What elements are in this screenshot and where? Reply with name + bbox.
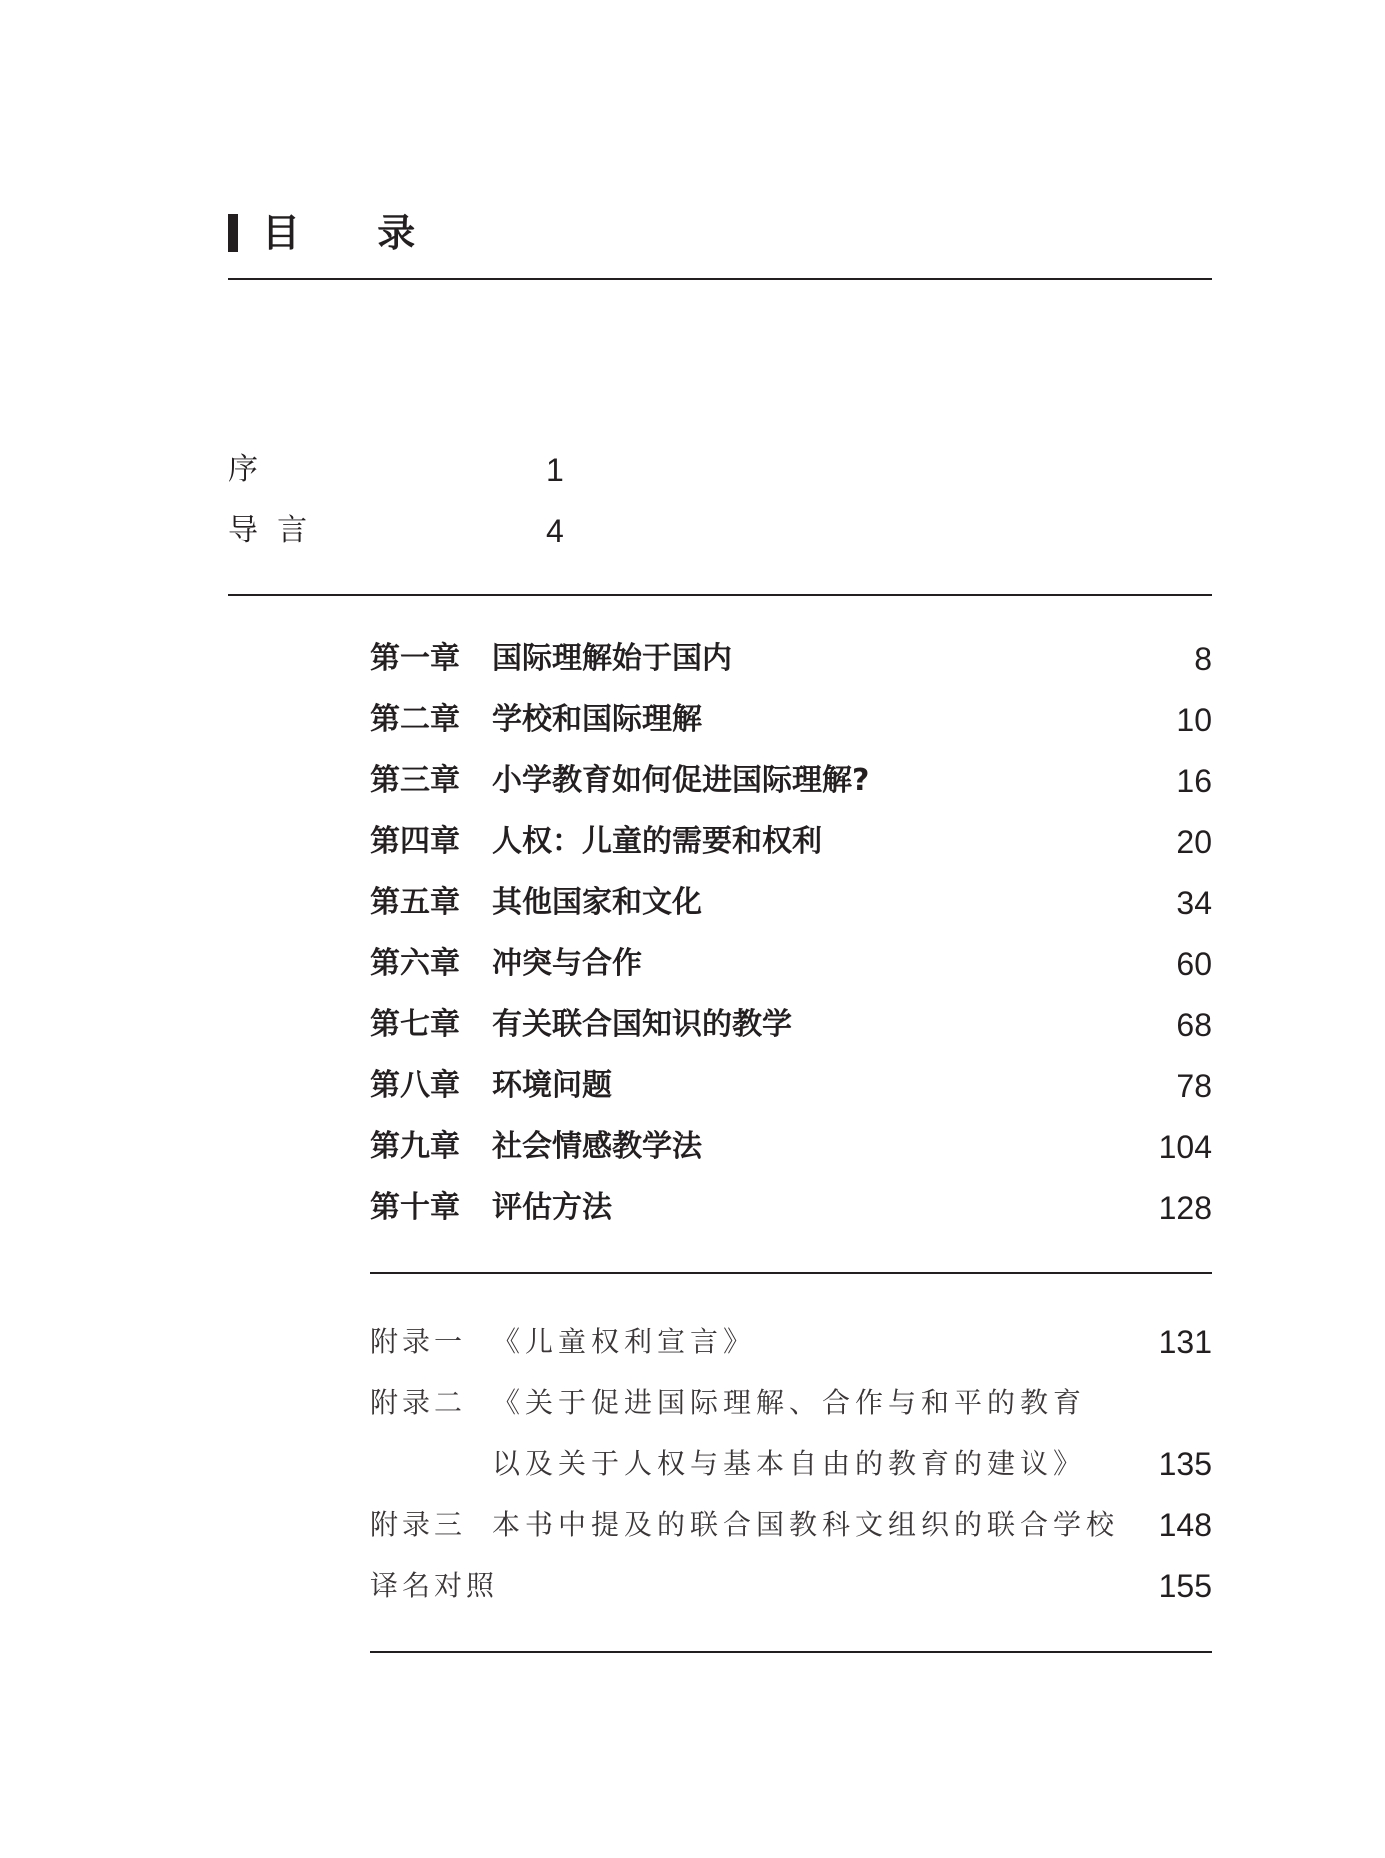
chapter-entry bbox=[370, 820, 1212, 864]
appendix-entry bbox=[370, 1381, 1212, 1425]
chapter-page: 10 bbox=[1176, 702, 1212, 738]
chapter-entry bbox=[370, 942, 1212, 986]
chapter-page: 16 bbox=[1176, 763, 1212, 799]
front-matter-page: 4 bbox=[546, 513, 564, 549]
heading-bar-marker bbox=[228, 214, 238, 252]
chapter-number: 第一章 bbox=[370, 641, 460, 676]
chapter-number: 第二章 bbox=[370, 702, 460, 737]
appendix-title: 本书中提及的联合国教科文组织的联合学校 bbox=[492, 1508, 1120, 1541]
chapter-entry bbox=[370, 1186, 1212, 1230]
chapter-entry bbox=[370, 1064, 1212, 1108]
chapter-entry bbox=[370, 637, 1212, 681]
toc-heading bbox=[228, 210, 447, 256]
chapter-title: 学校和国际理解 bbox=[492, 702, 702, 737]
chapter-number: 第四章 bbox=[370, 824, 460, 859]
chapters-divider bbox=[370, 1272, 1212, 1274]
front-matter-divider bbox=[228, 594, 1212, 596]
appendix-entry bbox=[370, 1564, 1212, 1608]
chapter-number: 第七章 bbox=[370, 1007, 460, 1042]
chapter-title: 评估方法 bbox=[492, 1190, 612, 1225]
chapter-page: 8 bbox=[1194, 641, 1212, 677]
chapter-page: 68 bbox=[1176, 1007, 1212, 1043]
appendix-label: 附录一 bbox=[370, 1325, 467, 1358]
chapter-page: 78 bbox=[1176, 1068, 1212, 1104]
appendix-entry bbox=[370, 1503, 1212, 1547]
appendix-page: 155 bbox=[1158, 1568, 1212, 1604]
chapter-title: 社会情感教学法 bbox=[492, 1129, 702, 1164]
chapter-entry bbox=[370, 759, 1212, 803]
chapter-title: 有关联合国知识的教学 bbox=[492, 1007, 792, 1042]
appendix-title: 以及关于人权与基本自由的教育的建议》 bbox=[492, 1447, 1087, 1480]
chapter-title: 其他国家和文化 bbox=[492, 885, 702, 920]
chapter-entry bbox=[370, 881, 1212, 925]
appendices-divider bbox=[370, 1651, 1212, 1653]
appendix-label: 附录二 bbox=[370, 1386, 467, 1419]
chapter-title: 小学教育如何促进国际理解? bbox=[492, 763, 870, 798]
chapter-page: 128 bbox=[1158, 1190, 1212, 1226]
chapter-entry bbox=[370, 1125, 1212, 1169]
chapter-page: 20 bbox=[1176, 824, 1212, 860]
front-matter-label: 序 bbox=[228, 452, 258, 487]
chapter-title: 国际理解始于国内 bbox=[492, 641, 732, 676]
appendix-label: 附录三 bbox=[370, 1508, 467, 1541]
appendix-title: 《儿童权利宣言》 bbox=[492, 1325, 757, 1358]
page-title: 目 录 bbox=[262, 211, 448, 255]
chapter-title: 冲突与合作 bbox=[492, 946, 642, 981]
appendix-title: 《关于促进国际理解、合作与和平的教育 bbox=[492, 1386, 1087, 1419]
chapter-entry bbox=[370, 698, 1212, 742]
chapter-number: 第十章 bbox=[370, 1190, 460, 1225]
chapter-page: 34 bbox=[1176, 885, 1212, 921]
chapter-number: 第九章 bbox=[370, 1129, 460, 1164]
front-matter-label: 导 言 bbox=[228, 513, 308, 548]
appendix-entry-continued bbox=[370, 1442, 1212, 1486]
chapter-number: 第三章 bbox=[370, 763, 460, 798]
chapter-title: 人权：儿童的需要和权利 bbox=[492, 824, 822, 859]
chapter-number: 第八章 bbox=[370, 1068, 460, 1103]
appendix-page: 148 bbox=[1158, 1507, 1212, 1543]
title-divider bbox=[228, 278, 1212, 280]
chapter-entry bbox=[370, 1003, 1212, 1047]
front-matter-page: 1 bbox=[546, 452, 564, 488]
appendix-label: 译名对照 bbox=[370, 1569, 499, 1602]
chapter-page: 60 bbox=[1176, 946, 1212, 982]
appendix-page: 135 bbox=[1158, 1446, 1212, 1482]
chapter-number: 第六章 bbox=[370, 946, 460, 981]
chapter-page: 104 bbox=[1158, 1129, 1212, 1165]
chapter-title: 环境问题 bbox=[492, 1068, 612, 1103]
appendix-page: 131 bbox=[1158, 1324, 1212, 1360]
chapter-number: 第五章 bbox=[370, 885, 460, 920]
appendix-entry bbox=[370, 1320, 1212, 1364]
